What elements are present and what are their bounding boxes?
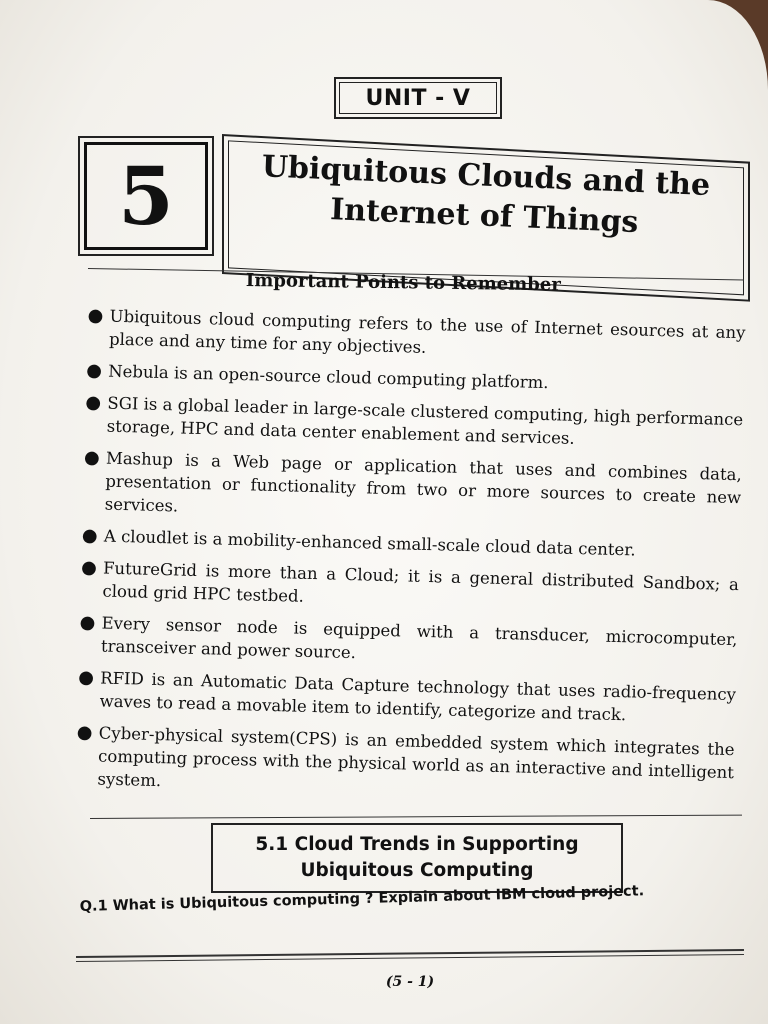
bullet-icon: ● <box>85 360 103 382</box>
unit-label-box <box>334 77 502 119</box>
list-item: ● RFID is an Automatic Data Capture technology that uses radio-frequency waves to read a movable item to identify, categorize and track. <box>77 666 737 725</box>
list-item: ● FutureGrid is more than a Cloud; it is a general distributed Sandbox; a cloud grid HPC testbed. <box>80 556 740 606</box>
bullet-icon: ● <box>76 721 93 744</box>
bullet-icon: ● <box>81 524 98 547</box>
important-points-list <box>73 304 746 816</box>
divider-middle <box>90 815 742 819</box>
section-title-line-1: 5.1 Cloud Trends in Supporting <box>255 834 579 855</box>
list-item: ● Ubiquitous cloud computing refers to the use of Internet esources at any place and any time for any objectives. <box>87 305 746 357</box>
list-item: ● Mashup is a Web page or application that uses and combines data, presentation or functionality from two or more sources to create new services. <box>83 447 743 516</box>
list-item: ● SGI is a global leader in large-scale clustered computing, high performance storage, HPC and data center enablement and services. <box>85 392 744 448</box>
bullet-icon: ● <box>79 611 96 634</box>
points-heading: Important Points to Remember <box>245 270 561 296</box>
bullet-icon: ● <box>83 447 100 469</box>
list-item: ● Nebula is an open-source cloud computing platform. <box>85 360 549 393</box>
list-item: ● Cyber-physical system(CPS) is an embedded system which integrates the computing process with the physical world as an interactive and intelligent system. <box>76 721 735 791</box>
section-title-box <box>211 823 623 893</box>
list-item: ● A cloudlet is a mobility-enhanced small-scale cloud data center. <box>81 524 636 560</box>
section-title-line-2: Ubiquitous Computing <box>300 860 534 881</box>
bullet-icon: ● <box>80 556 98 579</box>
page-number: (5 - 1) <box>385 974 435 990</box>
chapter-number-box <box>78 136 214 256</box>
bullet-icon: ● <box>87 305 104 327</box>
unit-label: UNIT - V <box>339 82 497 114</box>
list-item: ● Every sensor node is equipped with a transducer, microcomputer, transceiver and power source. <box>79 611 738 663</box>
chapter-number: 5 <box>84 142 208 250</box>
question-text: Q.1 What is Ubiquitous computing ? Explain about IBM cloud project. <box>79 883 645 916</box>
bullet-icon: ● <box>85 392 102 414</box>
chapter-title-line-2: Internet of Things <box>329 192 640 241</box>
bullet-icon: ● <box>77 666 95 689</box>
chapter-title-line-1: Ubiquitous Clouds and the <box>261 149 711 204</box>
